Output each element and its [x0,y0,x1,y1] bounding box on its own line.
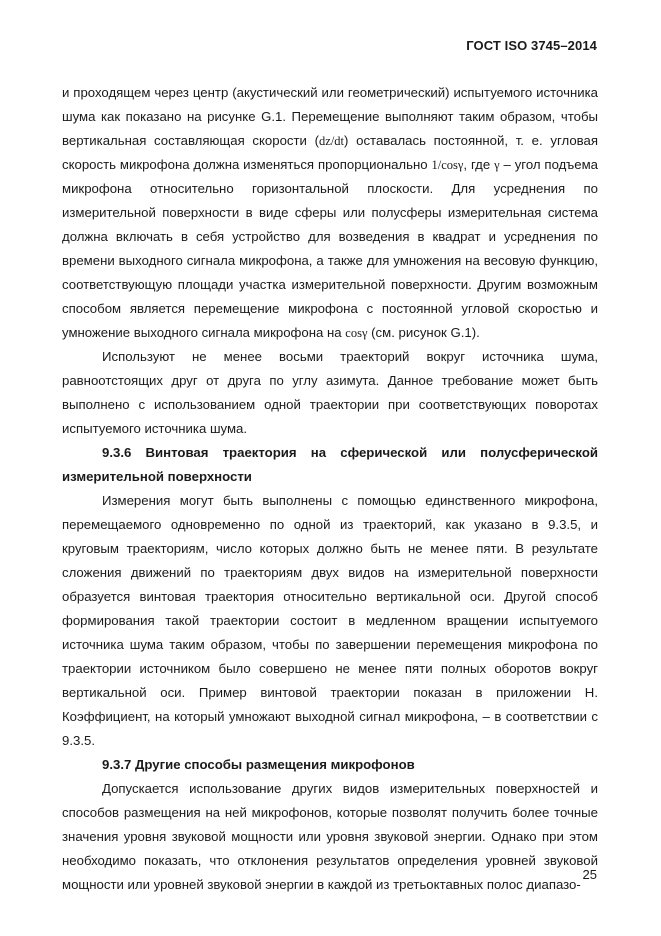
paragraph-other-methods: Допускается использование других видов измерительных поверхностей и способов размещения на ней микрофонов, которые позволят получить более точные значения уровня звуковой мощности или уровня звуковой энергии. Однако при этом необходимо показать, что отклонения результатов определения уровней звуковой мощности или уровней звуковой энергии в каждой из третьоктавных полос диапазо- [62,781,598,892]
paragraph-helical-trajectory: Измерения могут быть выполнены с помощью единственного микрофона, перемещаемого одновременно по одной из траекторий, как указано в 9.3.5, и круговым траекториям, число которых должно быть не менее пяти. В результате сложения движений по траекториям двух видов на измерительной поверхности образуется винтовая траектория относительно вертикальной оси. Другой способ формирования такой траектории состоит в медленном вращении испытуемого источника шума таким образом, чтобы по завершении перемещения микрофона по траектории источником было совершено не менее пяти полных оборотов вокруг вертикальной оси. Пример винтовой траектории показан в приложении H. Коэффициент, на который умножают выходной сигнал микрофона, – в соответствии с 9.3.5. [62,493,598,748]
page-number: 25 [582,867,597,882]
text-run: (см. рисунок G.1). [367,325,480,340]
section-heading-9-3-7: 9.3.7 Другие способы размещения микрофонов [102,757,415,772]
paragraph-trajectory-intro [62,81,598,345]
paragraph-eight-trajectories: Используют не менее восьми траекторий вокруг источника шума, равноотстоящих друг от друга по углу азимута. Данное требование может быть выполнено с использованием одной траектории при соответствующих поворотах испытуемого источника шума. [62,349,598,436]
formula-gamma: γ [494,158,500,172]
text-run: – угол подъема микрофона относительно горизонтальной плоскости. Для усреднения по измерительной поверхности в виде сферы или полусферы измерительная система должна включать в себя устройство для возведения в квадрат и усреднения по времени выходного сигнала микрофона, а также для умножения на весовую функцию, соответствующую площади участка измерительной поверхности. Другим возможным способом является перемещение микрофона с постоянной угловой скоростью и умножение выходного сигнала микрофона на [62,157,598,340]
formula-inverse-cos: 1/cosγ [431,158,464,172]
formula-dz-dt: dz/dt [319,134,345,148]
standard-header: ГОСТ ISO 3745–2014 [466,38,597,53]
text-run: ) оставалась постоянной, т. е. угловая скорость микрофона должна изменяться пропорционально [62,133,598,172]
formula-cos: cosγ [345,326,368,340]
text-run: , где [463,157,495,172]
section-heading-9-3-6: 9.3.6 Винтовая траектория на сферической или полусферической измерительной поверхности [62,445,598,484]
page-content [62,81,598,897]
text-run: и проходящем через центр (акустический или геометрический) испытуемого источника шума как показано на рисунке G.1. Перемещение выполняют таким образом, чтобы вертикальная составляющая скорости ( [62,85,598,148]
